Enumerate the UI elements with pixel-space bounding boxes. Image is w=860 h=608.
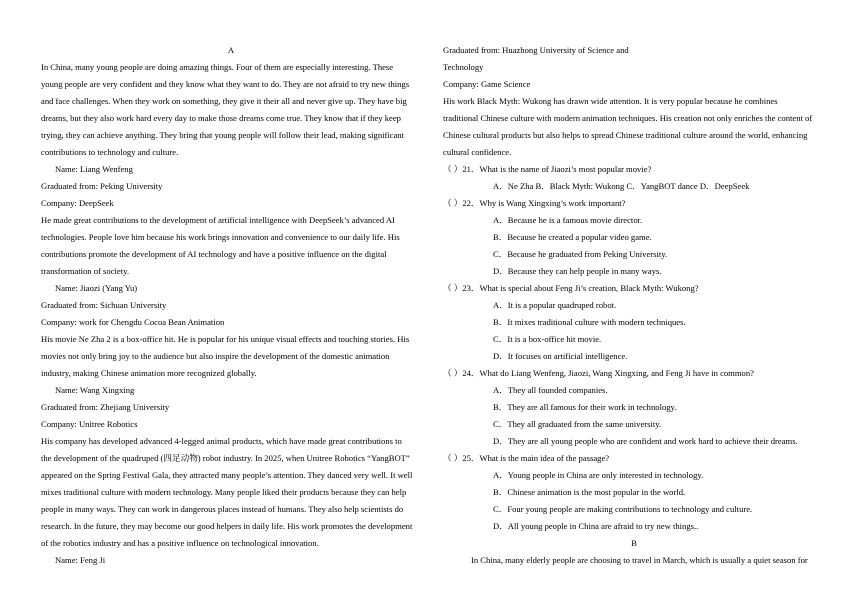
right-line-13: D．Because they can help people in many ways.	[493, 266, 662, 276]
right-line-30: In China, many elderly people are choosing to travel in March, which is usually a quiet season for	[471, 555, 808, 565]
right-line-1: Technology	[443, 62, 484, 72]
right-line-12: C．Because he graduated from Peking University.	[493, 249, 668, 259]
right-line-15: A．It is a popular quadruped robot.	[493, 300, 617, 310]
right-line-4: traditional Chinese culture with modern animation techniques. His creation not only enriches the content of	[443, 113, 813, 123]
right-line-11: B．Because he created a popular video game.	[493, 232, 652, 242]
right-line-28: D．All young people in China are afraid to try new things..	[493, 521, 699, 531]
left-line-28: research. In the future, they may become our good helpers in daily life. His work promotes the development	[41, 521, 413, 531]
right-line-21: B．They are all famous for their work in technology.	[493, 402, 677, 412]
right-line-10: A．Because he is a famous movie director.	[493, 215, 643, 225]
left-line-19: industry, making Chinese animation more recognized globally.	[41, 368, 257, 378]
right-line-0: Graduated from: Huazhong University of Science and	[443, 45, 629, 55]
right-line-29: B	[631, 538, 637, 548]
left-line-24: the development of the quadruped (四足动物) robot industry. In 2025, when Unitree Robotics “YangBOT”	[41, 453, 410, 463]
right-line-9: （ ）22．Why is Wang Xingxing’s work important?	[443, 198, 626, 208]
left-line-18: movies not only bring joy to the audience but also inspire the development of the domestic animation	[41, 351, 390, 361]
right-line-19: （ ）24．What do Liang Wenfeng, Jiaozi, Wang Xingxing, and Feng Ji have in common?	[443, 368, 754, 378]
left-line-11: technologies. People love him because his work brings innovation and convenience to our daily life. His	[41, 232, 400, 242]
left-line-13: transformation of society.	[41, 266, 129, 276]
left-line-6: contributions to technology and culture.	[41, 147, 179, 157]
right-line-17: C．It is a box-office hit movie.	[493, 334, 602, 344]
left-line-16: Company: work for Chengdu Cocoa Bean Animation	[41, 317, 225, 327]
left-line-9: Company: DeepSeek	[41, 198, 114, 208]
right-column	[443, 42, 825, 569]
right-line-23: D．They are all young people who are confident and work hard to achieve their dreams.	[493, 436, 798, 446]
left-line-10: He made great contributions to the development of artificial intelligence with DeepSeek’s advanced AI	[41, 215, 395, 225]
left-line-14: Name: Jiaozi (Yang Yu)	[55, 283, 138, 293]
left-line-21: Graduated from: Zhejiang University	[41, 402, 170, 412]
left-line-20: Name: Wang Xingxing	[55, 385, 135, 395]
left-line-29: of the robotics industry and has a positive influence on technological innovation.	[41, 538, 319, 548]
right-line-27: C．Four young people are making contributions to technology and culture.	[493, 504, 753, 514]
right-line-25: A．Young people in China are only interested in technology.	[493, 470, 704, 480]
right-line-20: A．They all founded companies.	[493, 385, 608, 395]
right-line-22: C．They all graduated from the same university.	[493, 419, 662, 429]
right-line-3: His work Black Myth: Wukong has drawn wide attention. It is very popular because he combines	[443, 96, 778, 106]
left-line-3: and face challenges. When they work on something, they give it their all and never give up. They have big	[41, 96, 407, 106]
right-line-2: Company: Game Science	[443, 79, 531, 89]
left-line-27: people in many ways. They can work in dangerous places instead of humans. They also help scientists do	[41, 504, 404, 514]
left-line-7: Name: Liang Wenfeng	[55, 164, 133, 174]
left-line-25: appeared on the Spring Festival Gala, they attracted many people’s attention. They danced very well. It well	[41, 470, 413, 480]
right-line-6: cultural confidence.	[443, 147, 512, 157]
right-line-8: A．Ne Zha B．Black Myth: Wukong C．YangBOT dance D．DeepSeek	[493, 181, 750, 191]
right-line-7: （ ）21．What is the name of Jiaozi’s most popular movie?	[443, 164, 652, 174]
right-line-16: B．It mixes traditional culture with modern techniques.	[493, 317, 686, 327]
left-line-1: In China, many young people are doing amazing things. Four of them are especially interesting. These	[41, 62, 394, 72]
left-line-17: His movie Ne Zha 2 is a box-office hit. He is popular for his unique visual effects and touching stories. His	[41, 334, 410, 344]
left-line-8: Graduated from: Peking University	[41, 181, 163, 191]
right-line-5: Chinese cultural products but also helps to spread Chinese traditional culture around the world, enhancing	[443, 130, 808, 140]
left-line-22: Company: Unitree Robotics	[41, 419, 138, 429]
left-line-30: Name: Feng Ji	[55, 555, 106, 565]
left-line-15: Graduated from: Sichuan University	[41, 300, 167, 310]
left-line-5: trying, they can achieve anything. They bring that young people will follow their lead, making significant	[41, 130, 405, 140]
left-line-12: contributions promote the development of AI technology and have a positive influence on the digital	[41, 249, 387, 259]
right-line-26: B．Chinese animation is the most popular in the world.	[493, 487, 686, 497]
left-line-2: young people are very confident and they know what they want to do. They are not afraid to try new things	[41, 79, 410, 89]
left-line-26: mixes traditional culture with modern technology. Many people liked their products because they can help	[41, 487, 407, 497]
right-line-24: （ ）25．What is the main idea of the passage?	[443, 453, 610, 463]
left-line-4: dreams, but they also work hard every day to make those dreams come true. They know that if they keep	[41, 113, 401, 123]
left-line-23: His company has developed advanced 4-legged animal products, which have made great contributions to	[41, 436, 402, 446]
right-line-18: D．It focuses on artificial intelligence.	[493, 351, 628, 361]
left-line-0: A	[227, 45, 235, 55]
right-line-14: （ ）23．What is special about Feng Ji’s creation, Black Myth: Wukong?	[443, 283, 699, 293]
left-column	[41, 42, 421, 569]
